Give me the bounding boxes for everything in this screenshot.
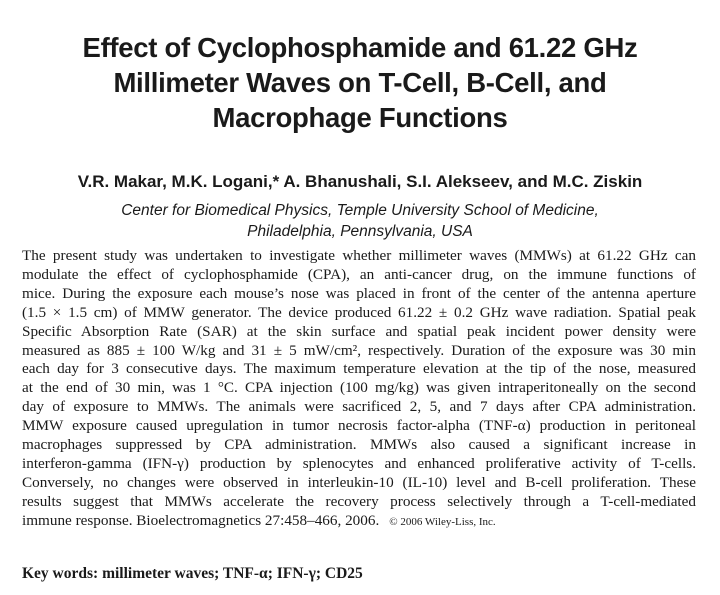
abstract-line: mice. During the exposure each mouse’s nose was placed in front of the center of the antenna aperture — [22, 284, 696, 302]
abstract-line: at the end of 30 min, was 1 °C. CPA injection (100 mg/kg) was given intraperitoneally on the second — [22, 379, 696, 397]
copyright-notice: © 2006 Wiley-Liss, Inc. — [389, 515, 496, 528]
citation: immune response. Bioelectromagnetics 27:458–466, 2006. — [22, 511, 380, 529]
affiliation — [0, 200, 720, 242]
abstract-line: each day for 3 consecutive days. The maximum temperature elevation at the tip of the nose, measured — [22, 360, 696, 378]
abstract-line: Specific Absorption Rate (SAR) at the skin surface and spatial peak incident power density were — [22, 322, 696, 340]
abstract-line: Conversely, no changes were observed in interleukin-10 (IL-10) level and B-cell proliferation. These — [22, 473, 696, 491]
abstract-line: (1.5 × 1.5 cm) of MMW generator. The device produced 61.22 ± 0.2 GHz wave radiation. Spatial peak — [22, 303, 696, 321]
keywords: Key words: millimeter waves; TNF-α; IFN-γ; CD25 — [22, 565, 363, 582]
abstract — [22, 247, 696, 532]
abstract-line: macrophages suppressed by CPA administration. MMWs also caused a significant increase in — [22, 436, 696, 454]
title-line-3: Macrophage Functions — [212, 102, 508, 133]
title-line-1: Effect of Cyclophosphamide and 61.22 GHz — [82, 32, 638, 63]
affiliation-line-1: Center for Biomedical Physics, Temple University School of Medicine, — [121, 202, 599, 219]
article-title — [0, 30, 720, 135]
affiliation-line-2: Philadelphia, Pennsylvania, USA — [247, 223, 473, 240]
title-line-2: Millimeter Waves on T-Cell, B-Cell, and — [113, 67, 607, 98]
abstract-line: day of exposure to MMWs. The animals were sacrificed 2, 5, and 7 days after CPA administration. — [22, 398, 696, 416]
abstract-line: results suggest that MMWs accelerate the recovery process selectively through a T-cell-mediated — [22, 492, 696, 510]
abstract-line: interferon-gamma (IFN-γ) production by splenocytes and enhanced proliferative activity of T-cells. — [22, 454, 696, 472]
author-list: V.R. Makar, M.K. Logani,* A. Bhanushali, S.I. Alekseev, and M.C. Ziskin — [77, 172, 643, 191]
abstract-line: modulate the effect of cyclophosphamide (CPA), an anti-cancer drug, on the immune functions of — [22, 265, 696, 283]
abstract-line: MMW exposure caused upregulation in tumor necrosis factor-alpha (TNF-α) production in peritoneal — [22, 417, 696, 435]
abstract-line: measured as 885 ± 100 W/kg and 31 ± 5 mW/cm², respectively. Duration of the exposure was 30 min — [22, 341, 696, 359]
abstract-last-line — [22, 512, 696, 532]
abstract-line: The present study was undertaken to investigate whether millimeter waves (MMWs) at 61.22 GHz can — [22, 247, 696, 264]
